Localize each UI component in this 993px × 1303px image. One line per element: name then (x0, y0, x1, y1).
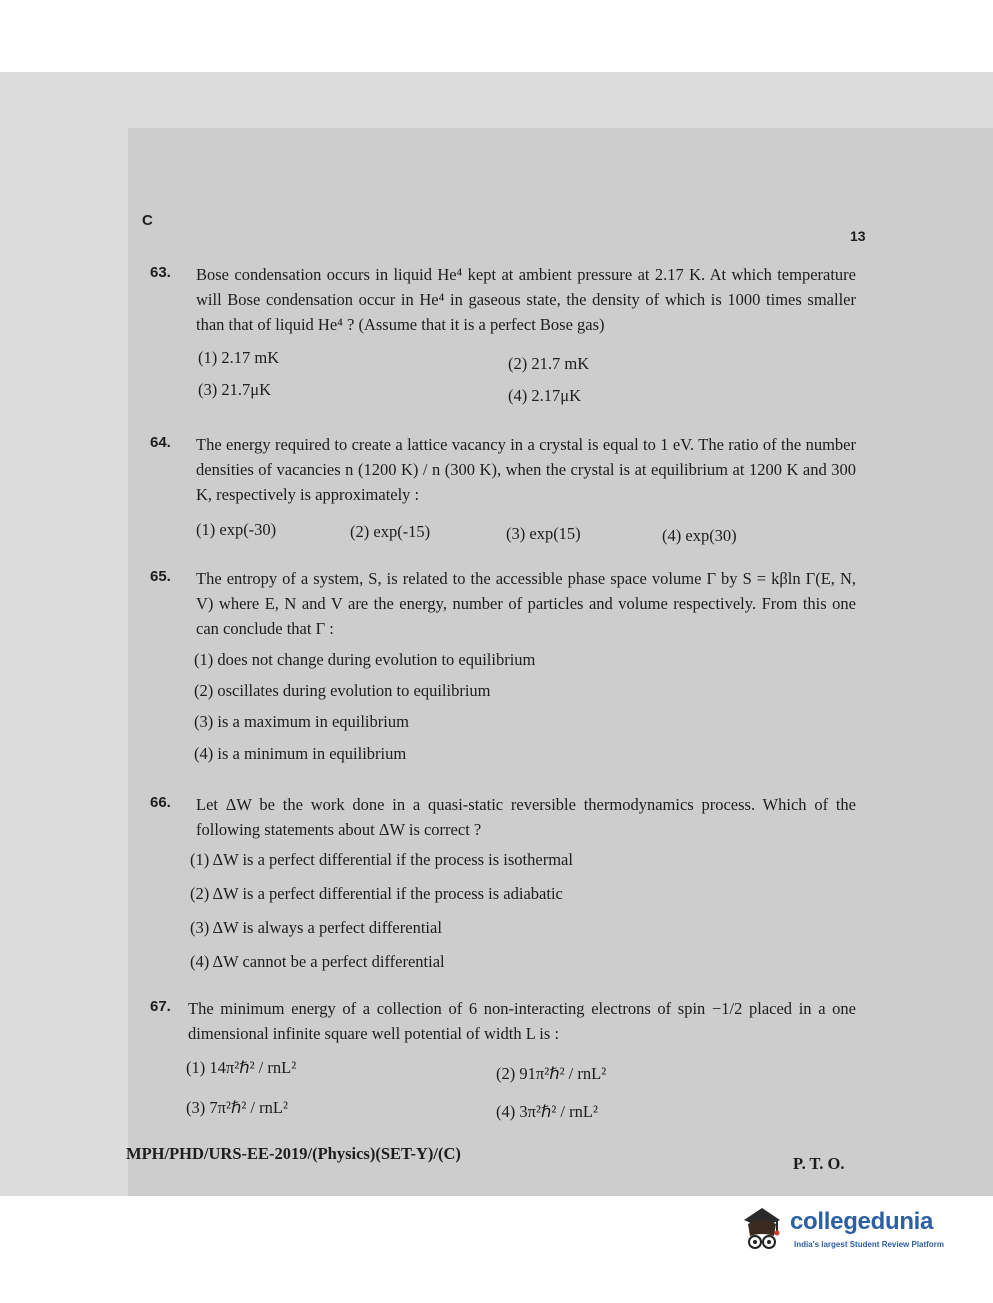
option-2: (2) 91π²ℏ² / rnL² (496, 1064, 607, 1083)
question-number: 67. (150, 998, 171, 1015)
logo-tagline: India's largest Student Review Platform (794, 1240, 944, 1249)
option-4: (4) 2.17μK (508, 386, 582, 405)
option-1: (1) ΔW is a perfect differential if the process is isothermal (190, 850, 573, 869)
option-1: (1) exp(-30) (196, 520, 277, 539)
question-number: 63. (150, 264, 171, 281)
logo-wordmark: collegedunia (790, 1208, 934, 1235)
option-2: (2) oscillates during evolution to equilibrium (194, 681, 491, 700)
option-3: (3) 21.7μK (198, 380, 272, 399)
question-text: The energy required to create a lattice vacancy in a crystal is equal to 1 eV. The ratio of the number densities of vacancies n (1200 K) / n (300 K), when the crystal is at equilibrium at 1200 K and 300 K, respectively is approximately : (196, 435, 856, 504)
question-number: 64. (150, 434, 171, 451)
collegedunia-logo (738, 1200, 968, 1260)
question-number: 66. (150, 794, 171, 811)
option-3: (3) ΔW is always a perfect differential (190, 918, 442, 937)
option-4: (4) exp(30) (662, 526, 737, 545)
option-4: (4) is a minimum in equilibrium (194, 744, 407, 763)
option-1: (1) 2.17 mK (198, 348, 280, 367)
option-3: (3) is a maximum in equilibrium (194, 712, 409, 731)
pto-label: P. T. O. (793, 1154, 845, 1173)
option-4: (4) ΔW cannot be a perfect differential (190, 952, 445, 971)
question-text: The entropy of a system, S, is related to the accessible phase space volume Γ by S = kβln Γ(E, N, V) where E, N and V are the energy, number of particles and volume respectively. From this one can conclude that Γ : (196, 569, 856, 638)
option-2: (2) ΔW is a perfect differential if the process is adiabatic (190, 884, 563, 903)
question-text: Let ΔW be the work done in a quasi-static reversible thermodynamics process. Which of the following statements about ΔW is correct ? (196, 795, 856, 839)
option-3: (3) exp(15) (506, 524, 581, 543)
option-1: (1) 14π²ℏ² / rnL² (186, 1058, 297, 1077)
question-number: 65. (150, 568, 171, 585)
page-number: 13 (850, 228, 866, 244)
question-text: The minimum energy of a collection of 6 non-interacting electrons of spin −1/2 placed in a one dimensional infinite square well potential of width L is : (188, 999, 856, 1043)
option-4: (4) 3π²ℏ² / rnL² (496, 1102, 598, 1121)
option-2: (2) exp(-15) (350, 522, 431, 541)
graduate-mascot-icon (738, 1202, 786, 1261)
option-2: (2) 21.7 mK (508, 354, 590, 373)
option-1: (1) does not change during evolution to equilibrium (194, 650, 536, 669)
set-letter: C (142, 212, 153, 229)
option-3: (3) 7π²ℏ² / rnL² (186, 1098, 288, 1117)
paper-code: MPH/PHD/URS-EE-2019/(Physics)(SET-Y)/(C) (126, 1144, 461, 1163)
question-text: Bose condensation occurs in liquid He⁴ kept at ambient pressure at 2.17 K. At which temperature will Bose condensation occur in He⁴ in gaseous state, the density of which is 1000 times smaller than that of liquid He⁴ ? (Assume that it is a perfect Bose gas) (196, 265, 856, 334)
